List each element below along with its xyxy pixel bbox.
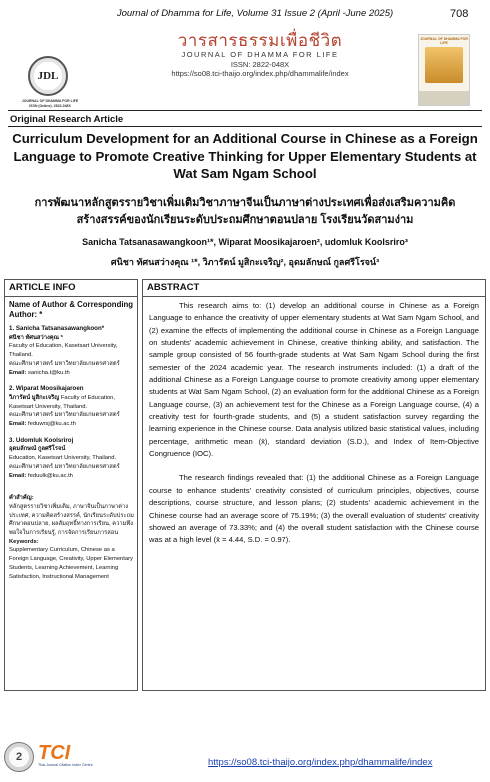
author-email[interactable]: feduwrsj@ku.ac.th: [28, 421, 76, 428]
author-name: 2. Wiparat Moosikajaroen: [9, 385, 84, 393]
author-name: 1. Sanicha Tatsanasawangkoon*: [9, 325, 105, 332]
abstract-divider: [143, 296, 485, 297]
author-name-th: ศนิชา ทัศนสว่างคุณ *: [9, 334, 63, 341]
author-affiliation: Education, Kasetsart University, Thailand.: [9, 455, 117, 462]
journal-logo-text: JDL: [37, 70, 59, 82]
author-name-th: อุดมลักษณ์ กูลศรีโรจน์: [9, 446, 66, 453]
journal-cover-image: [418, 34, 470, 106]
journal-name-thai: วารสารธรรมเพื่อชีวิต: [177, 31, 343, 50]
author-affiliation-th: คณะศึกษาศาสตร์ มหาวิทยาลัยเกษตรศาสตร์: [9, 463, 120, 470]
email-label: Email:: [9, 421, 27, 428]
article-info-divider: [5, 296, 137, 297]
author-affiliation: Faculty of Education, Kasetsart University, Thailand.: [9, 343, 118, 359]
abstract-paragraph-1: This research aims to: (1) develop an additional course in Chinese as a Foreign Language to enhance the creativity of upper elementary students at Wat Sam Ngam School, and (2) examine the effects of implementing the additional course in Chinese as a Foreign Language on students' academic achievement in Chinese, creative thinking ability, and satisfaction. The sample group consisted of 56 fourth-grade students at Wat Sam Ngam School during the first semester of the 2024 academic year. The research instruments included: (1) a draft of the additional Chinese as a Foreign Language course to promote creativity among upper elementary students at Wat Sam Ngam School, (2) an evaluation form for the additional Chinese as a Foreign Language course, (3) an achievement test for the Chinese as a Foreign Language course, (4) a creativity test for fourth-grade students, and (5) a student satisfaction survey regarding the learning experience in the Chinese course. Data analysis utilized basic statistical values, including percentage, arithmetic mean (x̄), standard deviation (S.D.), and Index of Item-Objective Congruence (IOC).: [149, 301, 479, 459]
masthead-divider: [8, 110, 482, 111]
journal-name-en: JOURNAL OF DHAMMA FOR LIFE: [181, 50, 339, 59]
cover-base: [419, 91, 469, 105]
author-entry-2: [9, 385, 135, 429]
abstract-paragraph-2: The research findings revealed that: (1) the additional Chinese as a Foreign Language course to enhance students' creativity consisted of curriculum principles, objectives, course descriptions, course structure, and lesson plans; (2) students' academic achievement in the Chinese course had an average score of 75.19%; (3) the overall evaluation of students' creativity showed an average of 73.33%; and (4) the overall student satisfaction with the Chinese course was at a high level (x̄ = 4.44, S.D. = 0.97).: [149, 473, 479, 545]
footer-emblem-text: 2: [15, 751, 23, 763]
author-entry-3: [9, 437, 135, 481]
author-email[interactable]: feduulk@ku.ac.th: [28, 472, 73, 479]
authors-th: ศนิชา ทัศนสว่างคุณ ¹*, วิภารัตน์ มูสิกะเจริญ², อุดมลักษณ์ กูลศรีโรจน์³: [110, 257, 380, 267]
email-label: Email:: [9, 472, 27, 479]
running-header: Journal of Dhamma for Life, Volume 31 Issue 2 (April -June 2025): [116, 8, 394, 19]
email-label: Email:: [9, 369, 27, 376]
journal-url[interactable]: https://so08.tci-thaijo.org/index.php/dhammalife/index: [171, 69, 349, 78]
author-label: Name of Author & Corresponding Author: *: [9, 300, 134, 319]
article-info-panel: [4, 279, 138, 691]
journal-logo: [28, 56, 68, 96]
keywords-en: Supplementary Curriculum, Chinese as a Foreign Language, Creativity, Upper Elementary Students, Learning Achievement, Learning Satisfaction, Instructional Management: [9, 547, 133, 580]
keywords-th: หลักสูตรรายวิชาเพิ่มเติม, ภาษาจีนเป็นภาษาต่างประเทศ, ความคิดสร้างสรรค์, นักเรียนระดับประถมศึกษาตอนปลาย, ผลสัมฤทธิ์ทางการเรียน, ความพึงพอใจในการเรียนรู้, การจัดการเรียนการสอน: [9, 503, 134, 537]
article-title-en: Curriculum Development for an Additional Course in Chinese as a Foreign Language to Promote Creative Thinking for Upper Elementary Students at Wat Sam Ngam School: [12, 131, 478, 181]
page-number: 708: [450, 8, 469, 20]
author-affiliation: Faculty of Education, Kasetsart University, Thailand.: [9, 394, 115, 410]
journal-logo-caption: JOURNAL OF DHAMMA FOR LIFE ISSN (Online): 2822-048X: [21, 99, 79, 108]
author-entry-1: [9, 325, 135, 377]
article-title-th: การพัฒนาหลักสูตรรายวิชาเพิ่มเติมวิชาภาษาจีนเป็นภาษาต่างประเทศเพื่อส่งเสริมความคิดสร้างสรรค์ของนักเรียนระดับประถมศึกษาตอนปลาย โรงเรียนวัดสามง่าม: [34, 197, 456, 226]
keywords-th-label: คำสำคัญ:: [9, 495, 34, 502]
footer-journal-link[interactable]: https://so08.tci-thaijo.org/index.php/dhammalife/index: [208, 757, 433, 768]
author-affiliation-th: คณะศึกษาศาสตร์ มหาวิทยาลัยเกษตรศาสตร์: [9, 360, 120, 367]
tci-logo: [38, 742, 120, 766]
tci-logo-text: TCI: [38, 742, 71, 764]
abstract-body: [149, 300, 479, 547]
cover-artwork: [425, 47, 463, 83]
footer-emblem-icon: [4, 742, 34, 772]
author-name: 3. Udomluk Koolsriroj: [9, 436, 74, 444]
section-divider: [8, 126, 482, 127]
section-tag: Original Research Article: [10, 114, 124, 125]
keywords-en-label: Keywords:: [9, 538, 39, 545]
journal-issn: ISSN: 2822-048X: [230, 60, 290, 69]
authors-en: Sanicha Tatsanasawangkoon¹*, Wiparat Moosikajaroen², udomluk Koolsriro³: [82, 237, 408, 247]
author-name-th: วิภารัตน์ มูสิกะเจริญ: [9, 394, 60, 401]
author-email[interactable]: sanicha.t@ku.th: [28, 369, 70, 376]
author-affiliation-th: คณะศึกษาศาสตร์ มหาวิทยาลัยเกษตรศาสตร์: [9, 412, 120, 419]
article-info-heading: ARTICLE INFO: [9, 282, 76, 293]
tci-logo-subtitle: Thai-Journal Citation Index Centre: [38, 763, 93, 767]
abstract-heading: ABSTRACT: [147, 282, 200, 293]
abstract-panel: [142, 279, 486, 691]
cover-title: JOURNAL OF DHAMMA FOR LIFE: [420, 37, 468, 45]
